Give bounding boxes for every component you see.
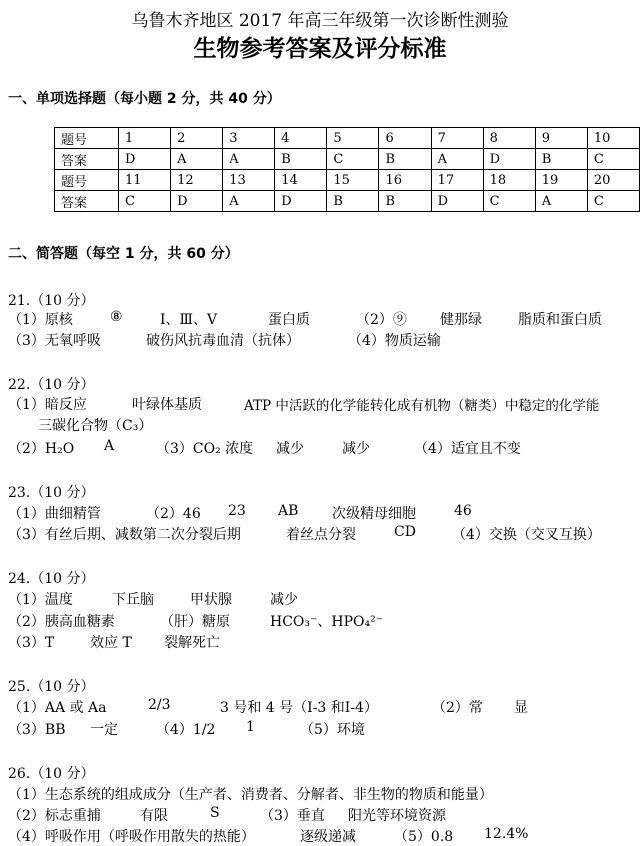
q26-answer: 有限 <box>140 808 168 824</box>
table-cell: 7 <box>431 128 483 149</box>
q26-answer: 逐级递减 <box>300 829 356 845</box>
q21-answer: （4）物质运输 <box>348 333 441 349</box>
table-cell: 1 <box>119 128 171 149</box>
table-row <box>55 191 640 212</box>
q23-answer: （1）曲细精管 <box>8 506 101 522</box>
table-cell: 11 <box>119 170 171 191</box>
table-cell: 17 <box>431 170 483 191</box>
q25-answer: （3）BB <box>8 722 66 738</box>
q23-answer: （2）46 <box>146 506 201 522</box>
q23-answer: 着丝点分裂 <box>286 527 356 543</box>
exam-title: 乌鲁木齐地区 2017 年高三年级第一次诊断性测验 <box>131 11 509 31</box>
table-cell: A <box>431 149 483 170</box>
q21-title: 21.（10 分） <box>8 293 95 309</box>
q26-answer: 12.4% <box>484 826 529 842</box>
q24-answer: 减少 <box>270 592 298 608</box>
table-row <box>55 149 640 170</box>
row-header-cell: 题号 <box>55 128 119 149</box>
q22-answer: 三碳化合物（C₃） <box>38 418 153 434</box>
q21-answer: 破伤风抗毒血清（抗体） <box>146 333 300 349</box>
table-cell: 20 <box>587 170 639 191</box>
table-cell: 13 <box>223 170 275 191</box>
table-cell: C <box>587 191 639 212</box>
q22-answer: （3）CO₂ 浓度 <box>156 441 254 457</box>
q24-answer: HCO₃⁻、HPO₄²⁻ <box>270 614 384 630</box>
q21-answer: Ⅰ、Ⅲ、Ⅴ <box>160 312 218 328</box>
table-cell: A <box>171 149 223 170</box>
q25-answer: 显 <box>514 700 528 716</box>
q26-answer: （2）标志重捕 <box>8 808 101 824</box>
q23-answer: 23 <box>228 503 246 519</box>
q24-answer: （肝）糖原 <box>160 614 230 630</box>
q22-answer: A <box>104 438 115 454</box>
q26-answer: （5）0.8 <box>394 829 454 845</box>
q24-answer: （1）温度 <box>8 592 73 608</box>
q21-answer: （1）原核 <box>8 312 73 328</box>
q22-title: 22.（10 分） <box>8 377 95 393</box>
q25-title: 25.（10 分） <box>8 679 95 695</box>
answer-key-title: 生物参考答案及评分标准 <box>193 36 447 62</box>
q23-title: 23.（10 分） <box>8 485 95 501</box>
q24-answer: 效应 T <box>90 635 132 651</box>
answer-table <box>54 127 640 212</box>
q21-answer: 蛋白质 <box>268 312 310 328</box>
q24-title: 24.（10 分） <box>8 571 95 587</box>
q25-answer: （4）1/2 <box>156 722 216 738</box>
q21-answer: （3）无氧呼吸 <box>8 333 101 349</box>
row-header-cell: 答案 <box>55 191 119 212</box>
table-cell: 14 <box>275 170 327 191</box>
table-row <box>55 170 640 191</box>
table-cell: 5 <box>327 128 379 149</box>
table-cell: B <box>535 149 587 170</box>
table-cell: C <box>119 191 171 212</box>
table-cell: D <box>483 149 535 170</box>
q24-answer: （2）胰高血糖素 <box>8 614 115 630</box>
table-cell: D <box>171 191 223 212</box>
q22-answer: 减少 <box>276 441 304 457</box>
q23-answer: （4）交换（交叉互换） <box>452 527 601 543</box>
q23-answer: （3）有丝后期、减数第二次分裂后期 <box>8 527 241 543</box>
table-cell: A <box>535 191 587 212</box>
q23-answer: CD <box>394 524 416 540</box>
section2-heading: 二、简答题（每空 1 分，共 60 分） <box>8 246 239 262</box>
q24-answer: 甲状腺 <box>190 592 232 608</box>
q21-answer: 健那绿 <box>440 312 482 328</box>
table-row <box>55 128 640 149</box>
table-cell: C <box>587 149 639 170</box>
table-cell: C <box>483 191 535 212</box>
table-cell: B <box>379 149 431 170</box>
table-cell: D <box>431 191 483 212</box>
table-cell: 19 <box>535 170 587 191</box>
q25-answer: （1）AA 或 Aa <box>8 700 107 716</box>
q21-answer: （2）⑨ <box>356 312 407 328</box>
section1-heading: 一、单项选择题（每小题 2 分，共 40 分） <box>8 91 281 107</box>
q26-answer: （1）生态系统的组成成分（生产者、消费者、分解者、非生物的物质和能量） <box>8 787 493 803</box>
table-cell: D <box>119 149 171 170</box>
table-cell: B <box>327 191 379 212</box>
q25-answer: （2）常 <box>432 700 483 716</box>
table-cell: 8 <box>483 128 535 149</box>
q24-answer: （3）T <box>8 635 55 651</box>
q25-answer: 3 号和 4 号（Ⅰ-3 和Ⅰ-4） <box>220 700 378 716</box>
q25-answer: 2/3 <box>148 697 171 713</box>
table-cell: B <box>275 149 327 170</box>
q23-answer: 次级精母细胞 <box>332 506 416 522</box>
table-cell: A <box>223 149 275 170</box>
table-cell: 3 <box>223 128 275 149</box>
table-cell: 16 <box>379 170 431 191</box>
q25-answer: 1 <box>246 719 255 735</box>
table-cell: 18 <box>483 170 535 191</box>
table-cell: 4 <box>275 128 327 149</box>
q26-answer: S <box>210 805 220 821</box>
q22-answer: ATP 中活跃的化学能转化成有机物（糖类）中稳定的化学能 <box>244 398 600 414</box>
q22-answer: 叶绿体基质 <box>132 397 202 413</box>
q26-answer: （3）垂直 <box>260 808 325 824</box>
table-cell: 10 <box>587 128 639 149</box>
table-cell: 9 <box>535 128 587 149</box>
q21-answer: ⑧ <box>110 309 123 325</box>
table-cell: D <box>275 191 327 212</box>
q24-answer: 裂解死亡 <box>164 635 220 651</box>
table-cell: 12 <box>171 170 223 191</box>
q25-answer: 一定 <box>90 722 118 738</box>
q21-answer: 脂质和蛋白质 <box>518 312 602 328</box>
q26-answer: 阳光等环境资源 <box>348 808 446 824</box>
row-header-cell: 答案 <box>55 149 119 170</box>
table-cell: B <box>379 191 431 212</box>
q26-title: 26.（10 分） <box>8 766 95 782</box>
table-cell: 15 <box>327 170 379 191</box>
q25-answer: （5）环境 <box>300 722 365 738</box>
table-cell: A <box>223 191 275 212</box>
row-header-cell: 题号 <box>55 170 119 191</box>
q22-answer: （4）适宜且不变 <box>414 441 521 457</box>
q22-answer: 减少 <box>342 441 370 457</box>
table-cell: C <box>327 149 379 170</box>
q22-answer: （1）暗反应 <box>8 397 87 413</box>
table-cell: 6 <box>379 128 431 149</box>
q24-answer: 下丘脑 <box>112 592 154 608</box>
q26-answer: （4）呼吸作用（呼吸作用散失的热能） <box>8 829 255 845</box>
q23-answer: 46 <box>454 503 472 519</box>
q23-answer: AB <box>278 503 299 519</box>
q22-answer: （2）H₂O <box>8 441 75 457</box>
table-cell: 2 <box>171 128 223 149</box>
